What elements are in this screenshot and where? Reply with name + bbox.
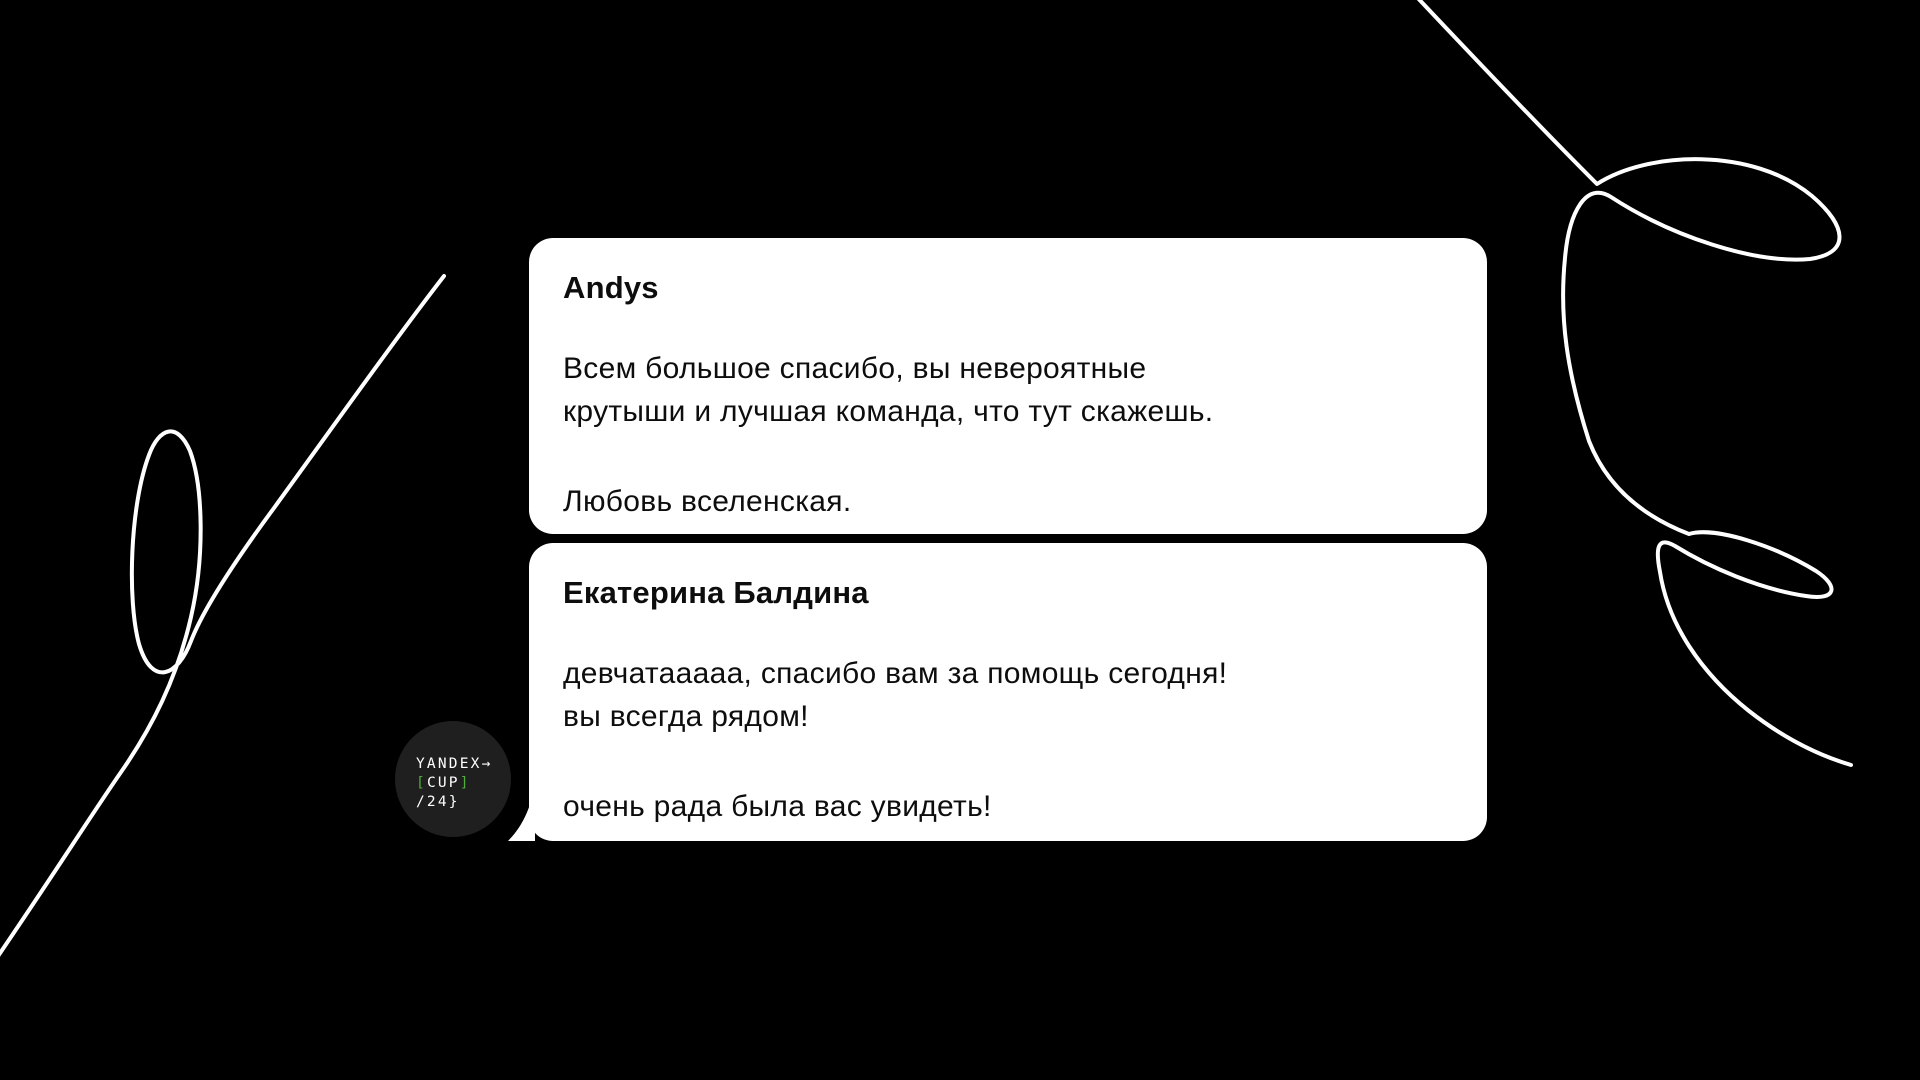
badge-close-bracket: ] xyxy=(459,775,471,791)
badge-line3: /24} xyxy=(416,794,460,810)
message-text-line: вы всегда рядом! xyxy=(563,700,809,733)
message-text-line: крутыши и лучшая команда, что тут скажешь. xyxy=(563,395,1214,428)
badge-line1-word: YANDEX xyxy=(416,756,482,772)
badge-open-bracket: [ xyxy=(416,775,427,791)
message-author-name: Andys xyxy=(563,270,659,305)
badge-arrow-icon: → xyxy=(481,756,493,772)
message-text-line: Всем большое спасибо, вы невероятные xyxy=(563,352,1147,385)
message-text-line: девчатааааа, спасибо вам за помощь сегодня! xyxy=(563,657,1228,690)
message-text-line: Любовь вселенская. xyxy=(563,485,852,518)
message-paragraph xyxy=(563,480,1453,523)
chat-message-card-ekaterina xyxy=(529,543,1487,841)
message-paragraph xyxy=(563,652,1453,738)
message-paragraph xyxy=(563,785,1453,828)
speech-bubble-tail xyxy=(508,779,535,841)
message-text-line: очень рада была вас увидеть! xyxy=(563,790,992,823)
message-paragraph xyxy=(563,347,1453,433)
message-author-name: Екатерина Балдина xyxy=(563,575,869,610)
chat-message-card-andys xyxy=(529,238,1487,534)
badge-line2-word: CUP xyxy=(426,775,460,791)
yandex-cup-logo-badge xyxy=(395,721,511,837)
squiggle-left-loop-line xyxy=(0,276,444,962)
yandex-cup-logo-text xyxy=(416,755,493,812)
